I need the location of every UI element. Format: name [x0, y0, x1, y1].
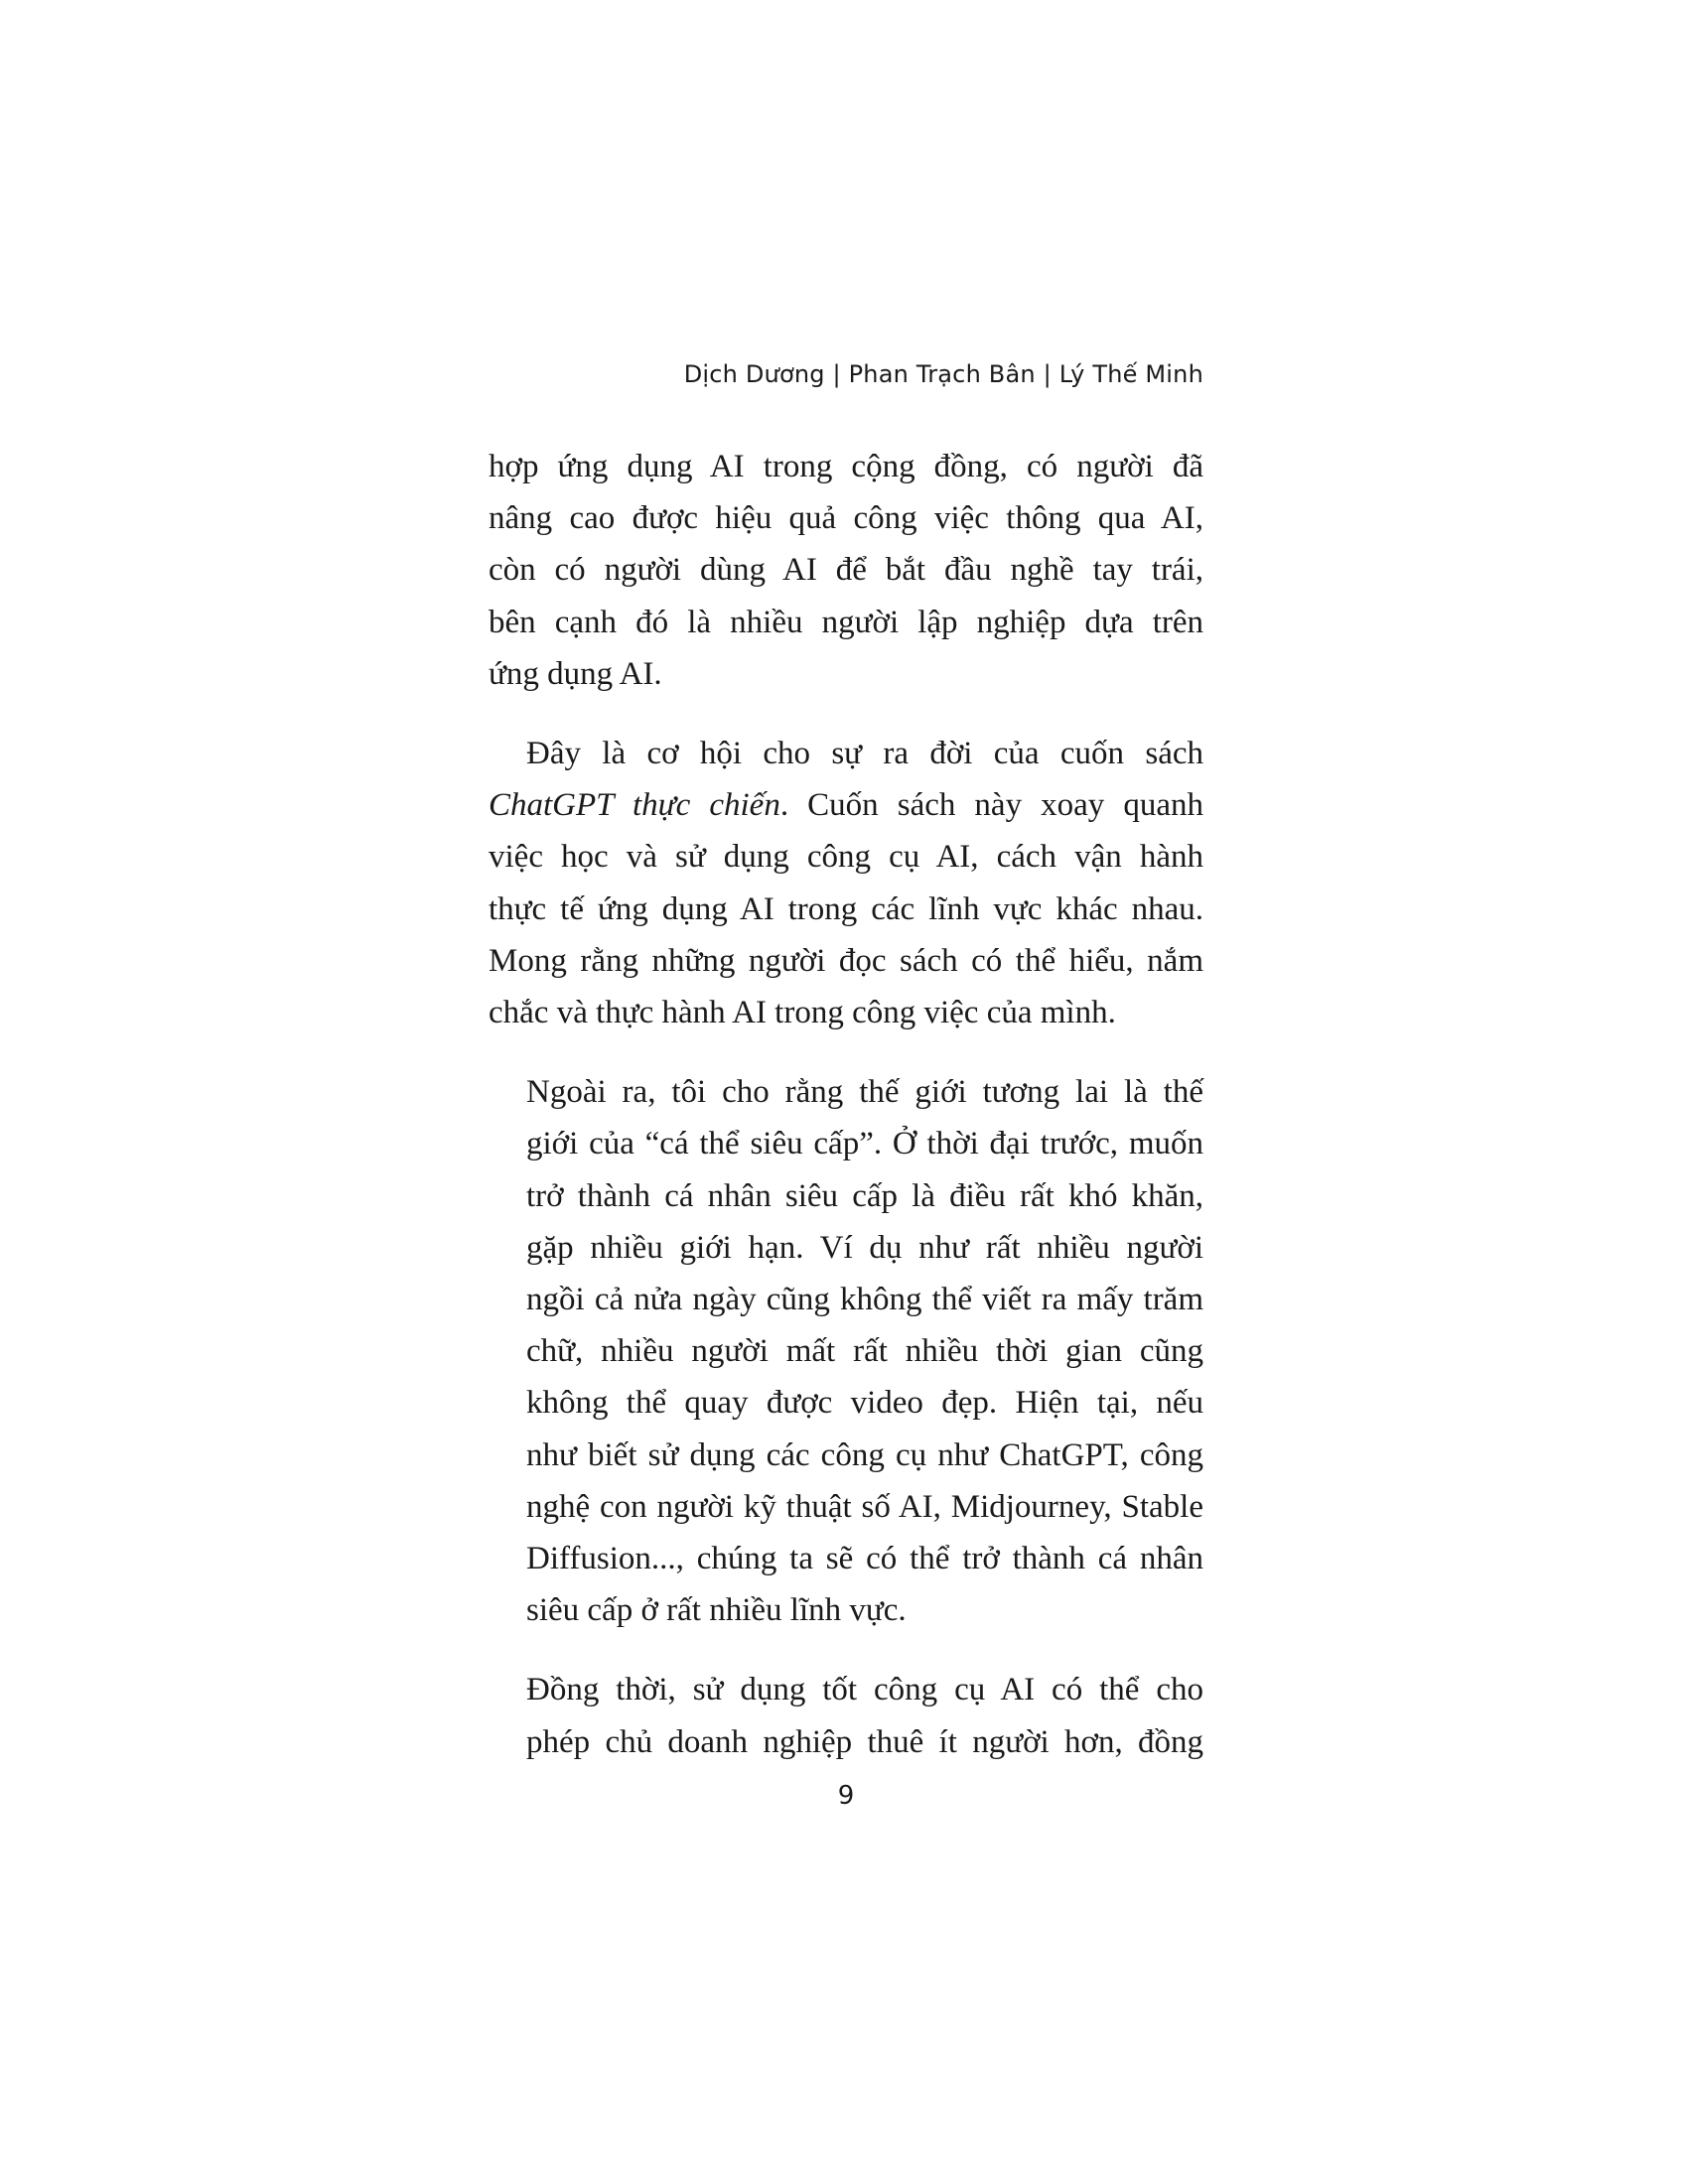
paragraph-3: [489, 1066, 1203, 1636]
book-title: ChatGPT thực chiến: [489, 787, 780, 824]
text-line: như biết sử dụng các công cụ như ChatGPT, công: [526, 1436, 1203, 1473]
text-line: trở thành cá nhân siêu cấp là điều rất khó khăn,: [526, 1177, 1203, 1214]
text-line: Diffusion..., chúng ta sẽ có thể trở thành cá nhân: [526, 1541, 1203, 1577]
paragraph-4: [489, 1664, 1203, 1767]
text-line: giới của “cá thể siêu cấp”. Ở thời đại trước, muốn: [526, 1126, 1203, 1162]
text-line: Mong rằng những người đọc sách có thể hiểu, nắm: [489, 942, 1203, 979]
text-line: Đồng thời, sử dụng tốt công cụ AI có thể cho: [526, 1672, 1203, 1708]
text-line: Ngoài ra, tôi cho rằng thế giới tương lai là thế: [526, 1074, 1203, 1111]
text-line: Đây là cơ hội cho sự ra đời của cuốn sách: [526, 736, 1203, 772]
text-line: ngồi cả nửa ngày cũng không thể viết ra mấy trăm: [526, 1282, 1203, 1318]
running-header-authors: Dịch Dương | Phan Trạch Bân | Lý Thế Minh: [683, 360, 1203, 388]
text-line: chữ, nhiều người mất rất nhiều thời gian cũng: [526, 1333, 1203, 1370]
text-line: chắc và thực hành AI trong công việc của mình.: [489, 995, 1116, 1031]
text-line: không thể quay được video đẹp. Hiện tại, nếu: [526, 1385, 1203, 1422]
text-line: bên cạnh đó là nhiều người lập nghiệp dựa trên: [489, 604, 1203, 640]
text-line: hợp ứng dụng AI trong cộng đồng, có người đã: [489, 449, 1203, 484]
body-text: [489, 441, 1203, 1768]
paragraph-2: [489, 728, 1203, 1038]
text-line: nâng cao được hiệu quả công việc thông qua AI,: [489, 500, 1203, 537]
text-line: còn có người dùng AI để bắt đầu nghề tay trái,: [489, 552, 1203, 589]
text-line: việc học và sử dụng công cụ AI, cách vận hành: [489, 839, 1203, 876]
text-line: phép chủ doanh nghiệp thuê ít người hơn, đồng: [526, 1723, 1203, 1760]
page-number: 9: [837, 1781, 855, 1811]
paragraph-1: [489, 441, 1203, 700]
text-line: ứng dụng AI.: [489, 655, 662, 692]
text-line: siêu cấp ở rất nhiều lĩnh vực.: [526, 1592, 907, 1629]
text-line: gặp nhiều giới hạn. Ví dụ như rất nhiều người: [526, 1229, 1203, 1266]
text-fragment: . Cuốn sách này xoay quanh: [779, 787, 1204, 824]
text-line: thực tế ứng dụng AI trong các lĩnh vực khác nhau.: [489, 890, 1203, 927]
text-line: nghệ con người kỹ thuật số AI, Midjourney, Stable: [526, 1488, 1203, 1525]
text-line-with-title: [489, 779, 1203, 831]
